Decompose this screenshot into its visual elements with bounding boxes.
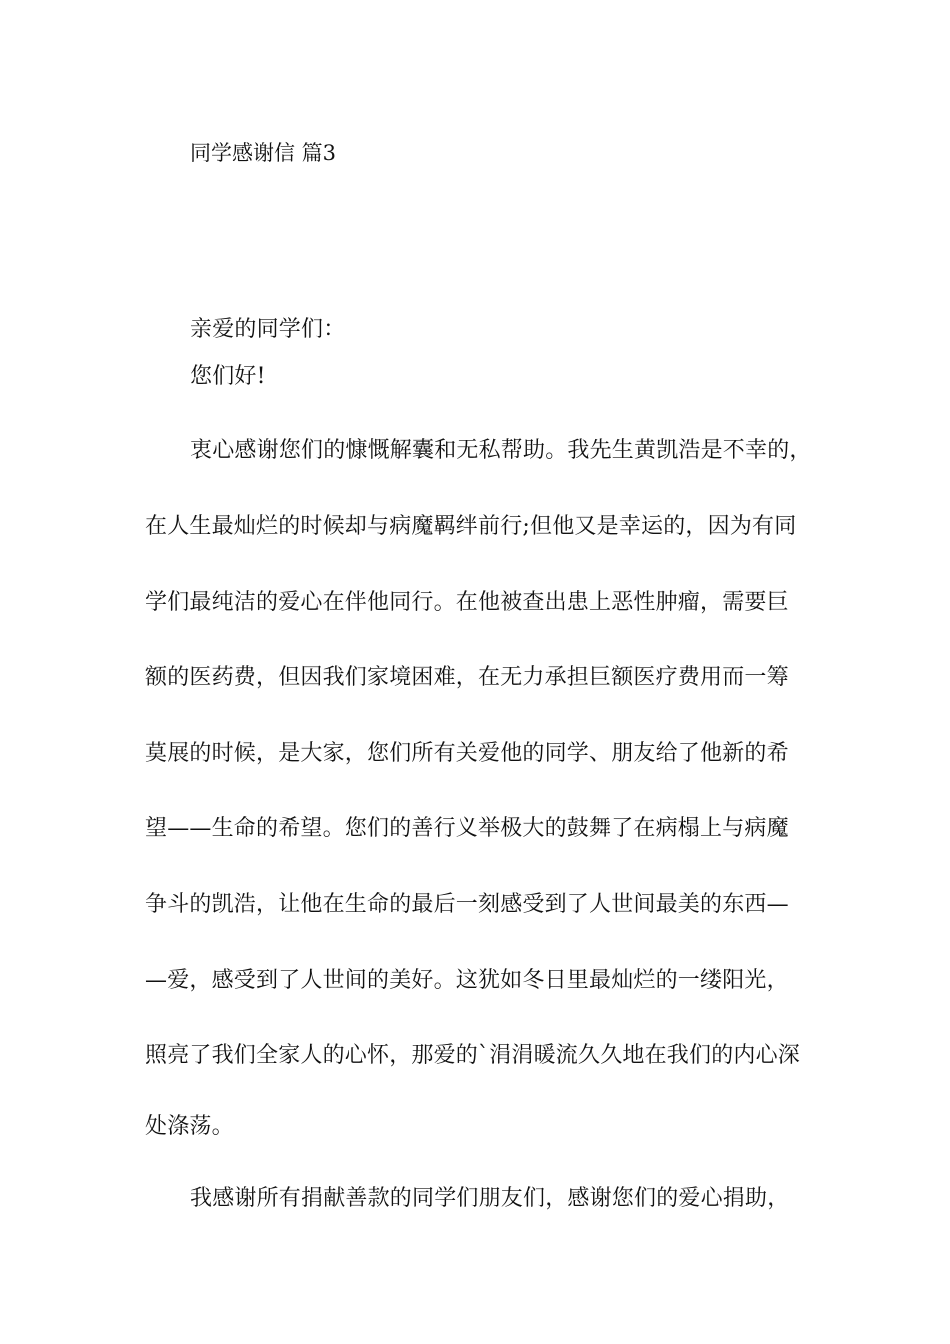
paragraph-line: 我感谢所有捐献善款的同学们朋友们，感谢您们的爱心捐助， [190, 1186, 790, 1211]
paragraph-line: —爱，感受到了人世间的美好。这犹如冬日里最灿烂的一缕阳光， [145, 968, 789, 993]
paragraph-line: 在人生最灿烂的时候却与病魔羁绊前行;但他又是幸运的，因为有同 [145, 514, 797, 539]
paragraph-line: 莫展的时候，是大家，您们所有关爱他的同学、朋友给了他新的希 [145, 741, 789, 766]
paragraph-line: 争斗的凯浩，让他在生命的最后一刻感受到了人世间最美的东西— [145, 892, 789, 917]
paragraph-line: 学们最纯洁的爱心在伴他同行。在他被查出患上恶性肿瘤，需要巨 [145, 590, 789, 615]
paragraph-line: 衷心感谢您们的慷慨解囊和无私帮助。我先生黄凯浩是不幸的， [190, 438, 812, 463]
paragraph-line: 照亮了我们全家人的心怀，那爱的`涓涓暖流久久地在我们的内心深 [145, 1043, 801, 1068]
greeting: 您们好! [190, 364, 266, 389]
paragraph-line: 望——生命的希望。您们的善行义举极大的鼓舞了在病榻上与病魔 [145, 816, 789, 841]
paragraph-line: 额的医药费，但因我们家境困难，在无力承担巨额医疗费用而一筹 [145, 665, 789, 690]
document-title: 同学感谢信 篇3 [190, 141, 337, 165]
salutation: 亲爱的同学们： [190, 317, 346, 342]
paragraph-line: 处涤荡。 [145, 1114, 234, 1139]
